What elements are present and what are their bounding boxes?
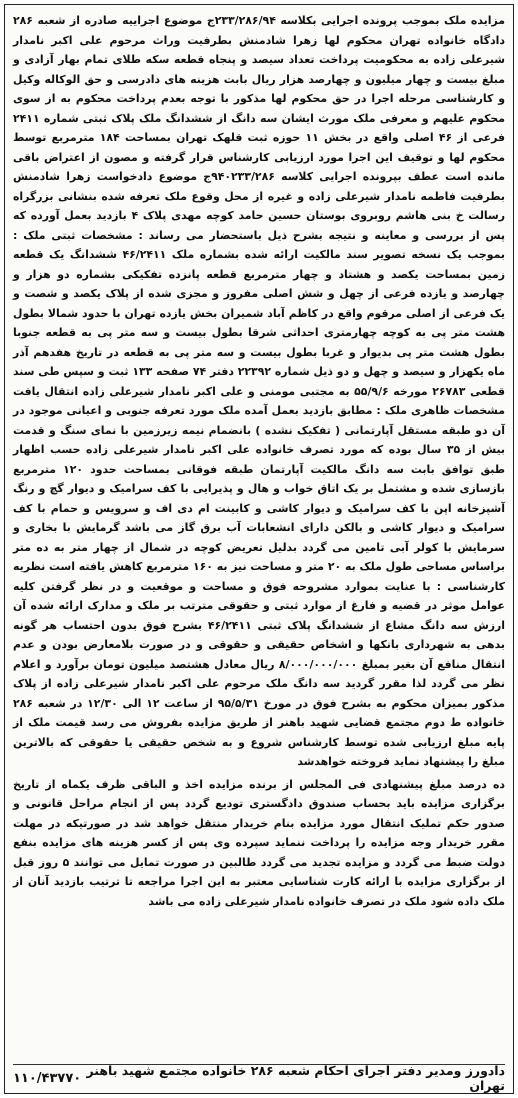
legal-notice xyxy=(4,4,514,1094)
issuing-office: دادورز ومدیر دفتر اجرای احکام شعبه ۲۸۶ خانواده مجتمع شهید باهنر تهران xyxy=(86,1063,505,1093)
notice-footer xyxy=(13,1063,505,1093)
notice-paragraph-terms: ده درصد مبلغ پیشنهادی فی المجلس از برنده مزایده اخذ و الباقی ظرف یکماه از تاریخ برگزاری مزایده باید بحساب صندوق دادگستری تودیع گردد پس از انجام مراحل قانونی و صدور حکم تملیک انتقال مورد مزایده بنام خریدار منتقل خواهد شد در صورتیکه در مهلت مقرر خریدار وجه مزایده را پرداخت ننماید سپرده وی پس از کسر هزینه های مزایده بنفع دولت ضبط می گردد و مزایده تجدید می گردد طالبین در صورت تمایل می توانند ۵ روز قبل از برگزاری مزایده با ارائه کارت شناسایی معتبر به این اجرا مراجعه تا ترتیب بازدید آنان از ملک داده شود ملک در تصرف خانواده نامدار شیرعلی زاده می باشد xyxy=(13,777,505,908)
notice-paragraph-main: مزایده ملک بموجب پرونده اجرایی بکلاسه ۲۳۳/۲۸۶/۹۴ج موضوع اجراییه صادره از شعبه ۲۸۶ دادگاه خانواده تهران محکوم لها زهرا شادمنش بطرفیت وراث مرحوم علی اکبر نامدار شیرعلی زاده به محکومیت پرداخت تعداد سیصد و پنجاه قطعه سکه طلای تمام بهار آزادی و مبلغ بیست و چهار میلیون و چهارصد هزار ریال بابت هزینه های دادرسی و حق الوکاله وکیل و کارشناسی مرحله اجرا در حق محکوم لها مذکور با توجه بعدم پرداخت محکوم به از سوی محکوم علیهم و معرفی ملک مورث ایشان سه دانگ از ششدانگ ملک پلاک ثبتی شماره ۲۴۱۱ فرعی از ۴۶ اصلی واقع در بخش ۱۱ حوزه ثبت قلهک تهران بمساحت ۱۸۴ مترمربع توسط محکوم لها و توقیف این اجرا مورد ارزیابی کارشناس قرار گرفته و مصون از اعتراض باقی مانده است عطف بپرونده اجرایی کلاسه ۹۴۰۲۳۳/۲۸۶ج موضوع دادخواست زهرا شادمنش بطرفیت فاطمه نامدار شیرعلی زاده و غیره از محل وقوع ملک تعرفه شده بنشانی بزرگراه رسالت خ بنی هاشم روبروی بوستان حسین حامد کوچه مهدی پلاک ۴ بازدید بعمل آورده که پس از بررسی و معاینه و نتیجه بشرح ذیل باستحضار می رساند : مشخصات ثبتی ملک : بموجب یک نسخه تصویر سند مالکیت ارائه شده بشماره ملک ۴۶/۲۴۱۱ ششدانگ یک قطعه زمین بمساحت یکصد و هشتاد و چهار مترمربع قطعه پانزده تفکیکی بشماره دو هزار و چهارصد و یازده فرعی از چهل و شش اصلی مفروز و مجزی شده از پلاک یکصد و شصت و یک فرعی از اصلی مرقوم واقع در کاظم آباد شمیران بخش یازده تهران با حدود شمالا بطول هشت متر پی به کوچه چهارمتری احداثی شرقا بطول بیست و سه متر پی به قطعه جنوبا بطول هشت متر پی بدیوار و غربا بطول بیست و سه متر پی به قطعه در تاریخ هفدهم آذر ماه یکهزار و سیصد و چهل و دو ذیل شماره ۲۲۳۹۲ دفتر ۷۴ صفحه ۱۳۳ ثبت و سپس طی سند قطعی ۲۶۷۸۳ مورخه ۵۵/۹/۶ به مجتبی مومنی و علی اکبر نامدار شیرعلی زاده انتقال یافت مشخصات ظاهری ملک : مطابق بازدید بعمل آمده ملک مورد تعرفه جنوبی و اعیانی موجود در آن دو طبقه مستقل آپارتمانی ( تفکیک نشده ) بانضمام نیمه زیرزمین با نمای سنگ و قدمت بیش از ۳۵ سال بوده که مورد تصرف خانواده علی اکبر نامدار شیرعلی زاده حسب اظهار طبق توافق بابت سه دانگ مالکیت آپارتمان طبقه فوقانی بمساحت حدود ۱۲۰ مترمربع بازسازی شده و مشتمل بر یک اتاق خواب و هال و پذیرایی با کف سرامیک و دیوار گچ و رنگ آشپزخانه اپن با کف سرامیک و دیوار کاشی و کابینت ام دی اف و سرویس و حمام با کف سرامیک و دیوار کاشی و بالکن دارای انشعابات آب برق گاز می باشد گرمایش با بخاری و سرمایش با کولر آبی تامین می گردد بدلیل تعریض کوچه در شمال از چهار متر به ده متر براساس مساحی طول ملک به ۲۰ متر و مساحت نیز به ۱۶۰ مترمربع کاهش یافته است نظریه کارشناسی : با عنایت بموارد مشروحه فوق و مساحت و موقعیت و در نظر گرفتن کلیه عوامل موثر در قضیه و فارغ از موارد ثبتی و حقوقی مترتب بر ملک و مدارک ارائه شده آن ارزش سه دانگ مشاع از ششدانگ پلاک ثبتی ۴۶/۲۴۱۱ بشرح فوق بدون احتساب هر گونه بدهی به شهرداری بانکها و اشخاص حقیقی و حقوقی و در صورت بلامعارض بودن و عدم انتقال منافع آن بغیر بمبلغ ۸/۰۰۰/۰۰۰/۰۰۰ ریال معادل هشتصد میلیون تومان برآورد و اعلام نظر می گردد لذا مقرر گردید سه دانگ ملک مرحوم علی اکبر نامدار شیرعلی زاده از پلاک مذکور بمیزان محکوم به بشرح فوق در مورخ ۹۵/۵/۳۱ از ساعت ۱۲ الی ۱۲/۳۰ در شعبه ۲۸۶ خانواده ط دوم مجتمع قضایی شهید باهنر از طریق مزایده بفروش می رسد قیمت ملک از پایه مبلغ ارزیابی شده توسط کارشناس شروع و به شخص حقیقی یا حقوقی که بالاترین مبلغ را پیشنهاد نماید فروخته خواهدشد xyxy=(13,14,506,768)
notice-body xyxy=(13,11,505,911)
reference-code: ۱۱۰/۴۳۷۷۰ xyxy=(13,1070,82,1086)
